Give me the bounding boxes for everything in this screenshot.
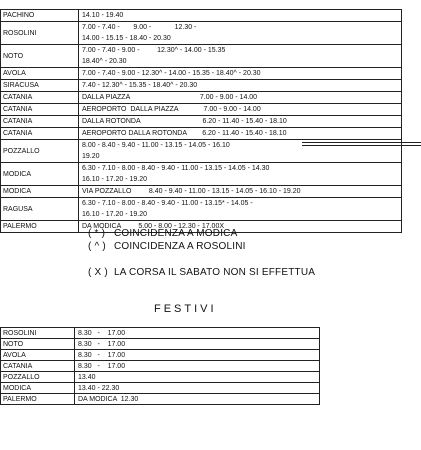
place-cell: POZZALLO — [1, 140, 79, 163]
times-line: DALLA PIAZZA 7.00 - 9.00 - 14.00 — [82, 94, 258, 101]
times-cell: 8.30 - 17.00 — [75, 339, 320, 350]
note-text: LA CORSA IL SABATO NON SI EFFETTUA — [114, 267, 316, 278]
place-cell: RAGUSA — [1, 198, 79, 221]
times-cell: DA MODICA 12.30 — [75, 394, 320, 405]
timetable-row — [1, 186, 402, 198]
times-line: 6.30 - 7.10 - 8.00 - 8.40 - 9.40 - 11.00 - 13.15* - 14.05 - — [82, 200, 253, 207]
times-cell: 8.30 - 17.00 — [75, 361, 320, 372]
place-cell: NOTO — [1, 45, 79, 68]
note-symbol: ( ^ ) — [88, 241, 106, 252]
times-line: 18.40^ - 20.30 — [82, 58, 127, 65]
holiday-row — [1, 361, 320, 372]
place-cell: CATANIA — [1, 361, 75, 372]
times-line: 19.20 — [82, 153, 100, 160]
place-cell: MODICA — [1, 383, 75, 394]
timetable-row — [1, 45, 402, 68]
place-cell: SIRACUSA — [1, 80, 79, 92]
times-cell — [79, 186, 402, 198]
times-line: 16.10 - 17.20 - 19.20 — [82, 211, 147, 218]
times-line: DA MODICA 5.00 - 8.00 - 12.30 - 17.00X — [82, 223, 225, 230]
timetable-row — [1, 92, 402, 104]
double-rule-lower — [302, 145, 421, 146]
timetable-row — [1, 116, 402, 128]
place-cell: CATANIA — [1, 104, 79, 116]
times-line: 7.00 - 7.40 - 9.00 - 12.30 - — [82, 24, 197, 31]
legend-notes — [88, 227, 315, 279]
timetable-row — [1, 80, 402, 92]
festivi-heading: FESTIVI — [154, 303, 217, 315]
times-line: 16.10 - 17.20 - 19.20 — [82, 176, 147, 183]
times-cell — [79, 92, 402, 104]
times-cell: 8.30 - 17.00 — [75, 350, 320, 361]
place-cell: AVOLA — [1, 68, 79, 80]
holiday-timetable — [0, 327, 320, 405]
timetable-row — [1, 68, 402, 80]
place-cell: PALERMO — [1, 394, 75, 405]
note-symbol: ( * ) — [88, 228, 106, 239]
times-cell: 8.30 - 17.00 — [75, 328, 320, 339]
place-cell: ROSOLINI — [1, 22, 79, 45]
times-cell: 13.40 — [75, 372, 320, 383]
place-cell: MODICA — [1, 163, 79, 186]
times-cell — [79, 198, 402, 221]
note-text: COINCIDENZA A MODICA — [114, 228, 238, 239]
place-cell: AVOLA — [1, 350, 75, 361]
place-cell: CATANIA — [1, 128, 79, 140]
timetable-row — [1, 198, 402, 221]
timetable-row — [1, 22, 402, 45]
times-line: 8.00 - 8.40 - 9.40 - 11.00 - 13.15 - 14.05 - 16.10 — [82, 142, 230, 149]
place-cell: PALERMO — [1, 221, 79, 233]
times-line: AEROPORTO DALLA ROTONDA 6.20 - 11.40 - 15.40 - 18.10 — [82, 130, 287, 137]
times-line: 14.10 - 19.40 — [82, 12, 124, 19]
times-line: 7.00 - 7.40 - 9.00 - 12.30^ - 14.00 - 15.35 - 18.40^ - 20.30 — [82, 70, 261, 77]
double-rule — [302, 142, 421, 143]
times-cell — [79, 128, 402, 140]
times-line: 6.30 - 7.10 - 8.00 - 8.40 - 9.40 - 11.00 - 13.15 - 14.05 - 14.30 — [82, 165, 270, 172]
times-cell — [79, 10, 402, 22]
times-cell — [79, 163, 402, 186]
times-line: DALLA ROTONDA 6.20 - 11.40 - 15.40 - 18.10 — [82, 118, 287, 125]
holiday-row — [1, 328, 320, 339]
timetable-row — [1, 104, 402, 116]
times-line: 7.00 - 7.40 - 9.00 - 12.30^ - 14.00 - 15.35 — [82, 47, 226, 54]
times-line: VIA POZZALLO 8.40 - 9.40 - 11.00 - 13.15 - 14.05 - 16.10 - 19.20 — [82, 188, 301, 195]
times-cell — [79, 116, 402, 128]
holiday-row — [1, 372, 320, 383]
holiday-row — [1, 383, 320, 394]
times-line: 7.40 - 12.30^ - 15.35 - 18.40^ - 20.30 — [82, 82, 198, 89]
note-saturday — [88, 266, 315, 279]
times-cell: 13.40 - 22.30 — [75, 383, 320, 394]
holiday-row — [1, 394, 320, 405]
place-cell: CATANIA — [1, 92, 79, 104]
timetable-row — [1, 10, 402, 22]
times-cell — [79, 80, 402, 92]
weekday-timetable — [0, 9, 402, 233]
times-cell — [79, 22, 402, 45]
times-line: 14.00 - 15.15 - 18.40 - 20.30 — [82, 35, 171, 42]
times-cell — [79, 68, 402, 80]
note-symbol: ( X ) — [88, 267, 108, 278]
timetable-row — [1, 128, 402, 140]
holiday-row — [1, 350, 320, 361]
place-cell: CATANIA — [1, 116, 79, 128]
place-cell: POZZALLO — [1, 372, 75, 383]
place-cell: ROSOLINI — [1, 328, 75, 339]
place-cell: NOTO — [1, 339, 75, 350]
place-cell: MODICA — [1, 186, 79, 198]
times-cell — [79, 45, 402, 68]
note-text: COINCIDENZA A ROSOLINI — [114, 241, 246, 252]
times-line: AEROPORTO DALLA PIAZZA 7.00 - 9.00 - 14.00 — [82, 106, 261, 113]
times-cell — [79, 104, 402, 116]
timetable-row — [1, 163, 402, 186]
note-modica — [88, 227, 315, 240]
holiday-row — [1, 339, 320, 350]
place-cell: PACHINO — [1, 10, 79, 22]
note-rosolini — [88, 240, 315, 253]
